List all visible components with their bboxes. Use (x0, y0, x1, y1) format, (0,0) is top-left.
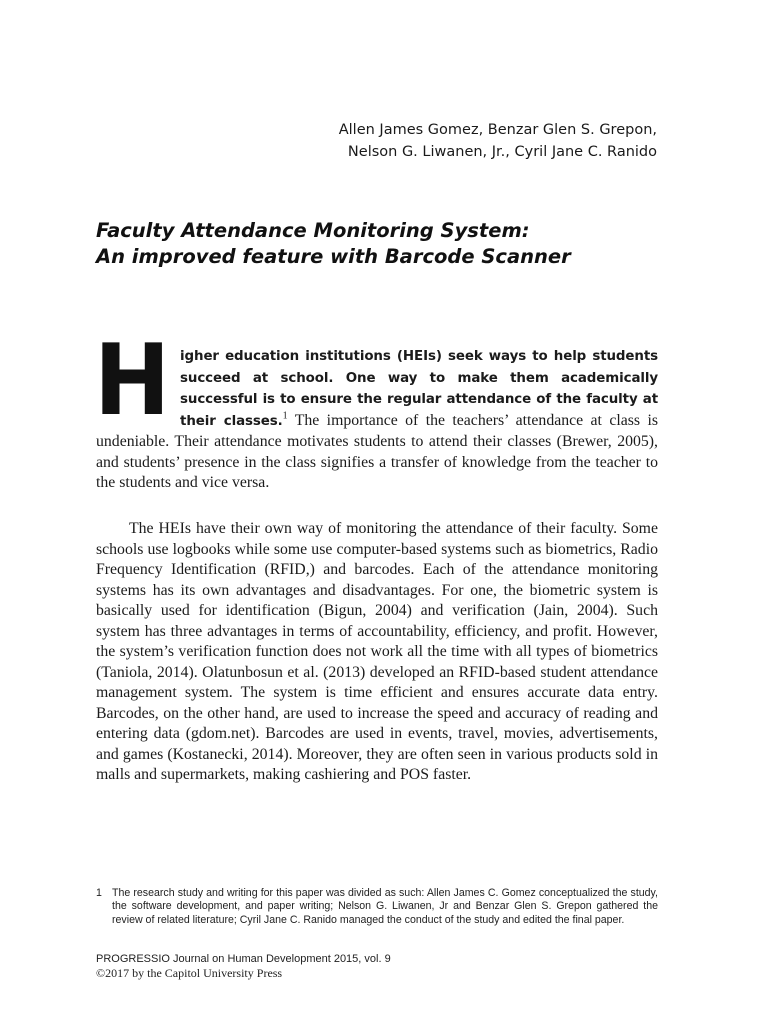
lead-in-text: igher education institutions (HEIs) seek ways to help students succeed at school. One way to make them academically successful is to ensure the regular attendance of the faculty at their classes. (180, 349, 658, 429)
footnote-number: 1 (96, 887, 102, 899)
author-list (240, 119, 657, 163)
authors-line-2: Nelson G. Liwanen, Jr., Cyril Jane C. Ranido (347, 144, 657, 160)
footnote (96, 887, 658, 927)
body-paragraph-2: The HEIs have their own way of monitoring the attendance of their faculty. Some schools use logbooks while some use computer-based systems such as biometrics, Radio Frequency Identification (RFID,) and barcodes. Each of the attendance monitoring systems has its own advantages and disadvantages. For one, the biometric system is basically used for identification (Bigun, 2004) and verification (Jain, 2004). Such system has three advantages in terms of accountability, efficiency, and profit. However, the system’s verification function does not work all the time with all types of biometrics (Taniola, 2014). Olatunbosun et al. (2013) developed an RFID-based student attendance management system. The system is time efficient and ensures accurate data entry. Barcodes, on the other hand, are used to increase the speed and accuracy of reading and entering data (gdom.net). Barcodes are used in events, travel, movies, advertisements, and games (Kostanecki, 2014). Moreover, they are often seen in various products sold in malls and supermarkets, making cashiering and POS faster. (96, 520, 658, 783)
authors-line-1: Allen James Gomez, Benzar Glen S. Grepon, (338, 122, 657, 138)
paper-title (96, 218, 696, 270)
footnote-text: The research study and writing for this paper was divided as such: Allen James C. Gomez conceptualized the study, the software development, and paper writing; Nelson G. Liwanen, Jr and Benzar Glen S. Grepon gathered the review of related literature; Cyril Jane C. Ranido managed the conduct of the study and edited the final paper. (112, 887, 658, 926)
title-line-2: An improved feature with Barcode Scanner (96, 245, 571, 268)
drop-cap: H (94, 324, 171, 438)
paragraph-1-text: The importance of the teachers’ attendance at class is undeniable. Their attendance motivates students to attend their classes (Brewer, 2005), and students’ presence in the class signifies a transfer of knowledge from the teacher to the students and vice versa. (96, 411, 658, 491)
footnote-reference[interactable]: 1 (282, 410, 288, 422)
body-paragraph-1 (94, 324, 658, 494)
journal-citation: PROGRESSIO Journal on Human Development 2015, vol. 9 (96, 953, 391, 965)
title-line-1: Faculty Attendance Monitoring System: (96, 219, 530, 242)
copyright-notice: ©2017 by the Capitol University Press (96, 966, 283, 980)
